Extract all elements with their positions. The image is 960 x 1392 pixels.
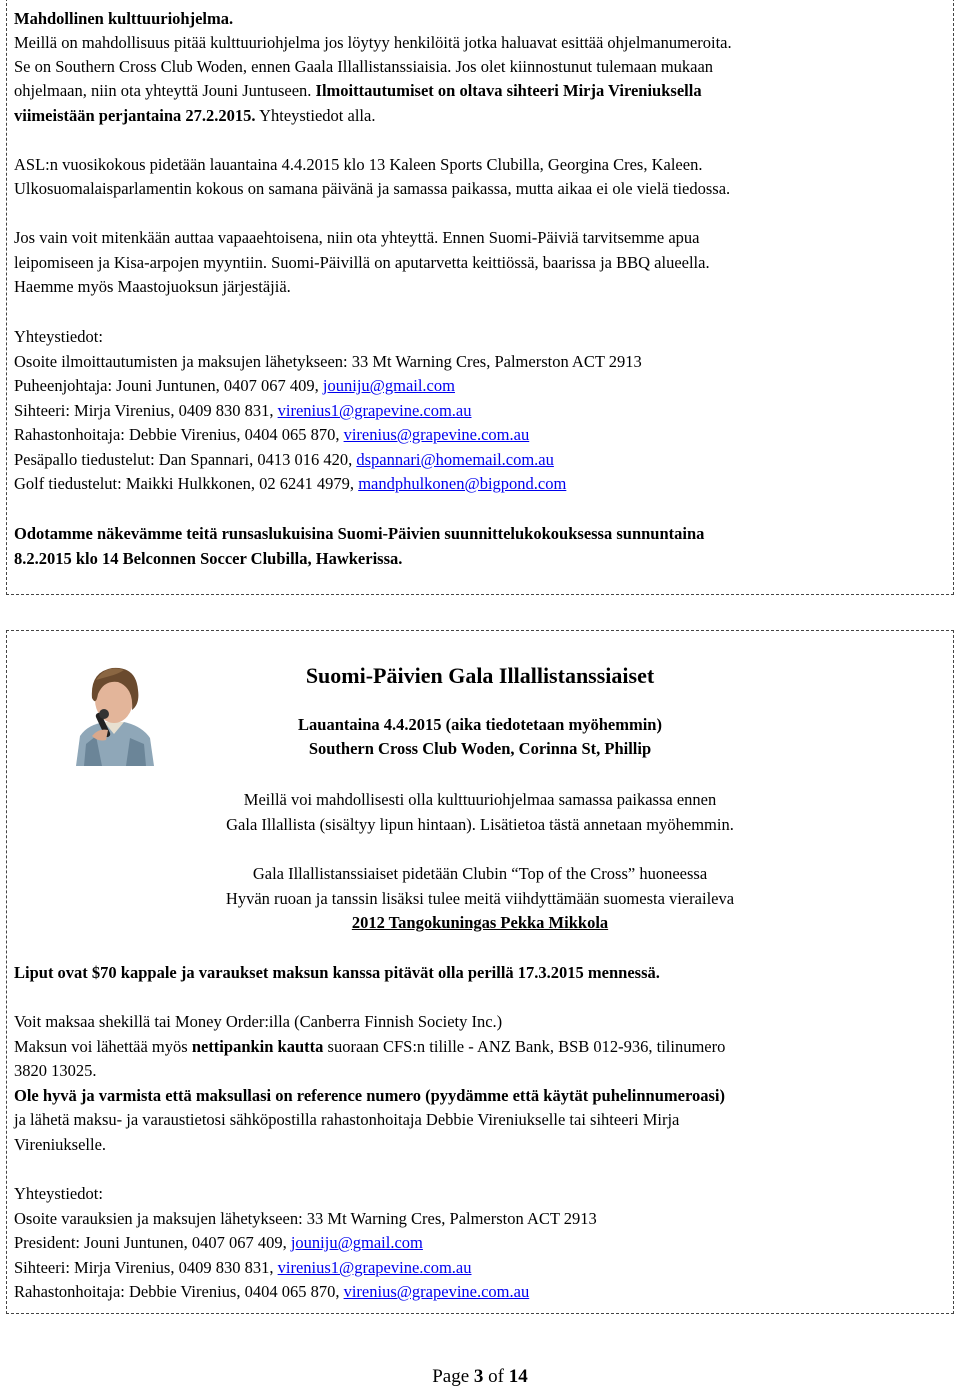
text: ohjelmaan, niin ota yhteyttä Jouni Juntuseen. [14,81,312,100]
contact-text: Puheenjohtaja: Jouni Juntunen, 0407 067 409, [14,376,323,395]
section-heading: Mahdollinen kulttuuriohjelma. [14,9,234,28]
contact-text: Pesäpallo tiedustelut: Dan Spannari, 0413 016 420, [14,450,357,469]
deadline-date: viimeistään perjantaina 27.2.2015. [14,106,256,125]
meeting-invite-line: Odotamme näkevämme teitä runsaslukuisina Suomi-Päivien suunnittelukokouksessa sunnuntaina [14,524,705,543]
paragraph-line [14,80,702,102]
email-link[interactable]: jouniju@gmail.com [290,1233,423,1252]
contacts-title: Yhteystiedot: [14,327,103,346]
contact-president [14,1232,423,1254]
address-line: Osoite varauksien ja maksujen lähetykseen: 33 Mt Warning Cres, Palmerston ACT 2913 [14,1209,597,1228]
contact-text: Sihteeri: Mirja Virenius, 0409 830 831, [14,1258,278,1277]
meeting-invite-line: 8.2.2015 klo 14 Belconnen Soccer Clubilla, Hawkerissa. [14,549,403,568]
contact-text: Rahastonhoitaja: Debbie Virenius, 0404 065 870, [14,1282,344,1301]
performer-name: 2012 Tangokuningas Pekka Mikkola [351,913,609,932]
email-link[interactable]: jouniju@gmail.com [322,376,455,395]
asl-meeting-line: ASL:n vuosikokous pidetään lauantaina 4.4.2015 klo 13 Kaleen Sports Clubilla, Georgina Cres, Kaleen. [14,155,703,174]
page-number: 3 [473,1366,484,1387]
paragraph-line [14,105,375,127]
contact-pesapallo [14,449,554,471]
gala-venue: Southern Cross Club Woden, Corinna St, Phillip [308,739,652,758]
payment-line: Voit maksaa shekillä tai Money Order:illa (Canberra Finnish Society Inc.) [14,1012,503,1031]
contacts-title: Yhteystiedot: [14,1184,103,1203]
reference-line: Vireniukselle. [14,1135,107,1154]
text: Maksun voi lähettää myös [14,1037,192,1056]
contact-text: Golf tiedustelut: Maikki Hulkkonen, 02 6241 4979, [14,474,359,493]
volunteer-line: Haemme myös Maastojuoksun järjestäjiä. [14,277,291,296]
gala-title: Suomi-Päivien Gala Illallistanssiaiset [305,663,655,688]
reference-line: ja lähetä maksu- ja varaustietosi sähköpostilla rahastonhoitaja Debbie Vireniukselle tai sihteeri Mirja [14,1110,680,1129]
paragraph-line: Meillä on mahdollisuus pitää kulttuuriohjelma jos löytyy henkilöitä jotka haluavat esittää ohjelmanumeroita. [14,33,732,52]
email-link[interactable]: virenius@grapevine.com.au [343,1282,530,1301]
contact-text: Sihteeri: Mirja Virenius, 0409 830 831, [14,401,278,420]
entertainment-line: Hyvän ruoan ja tanssin lisäksi tulee meitä viihdyttämään suomesta vieraileva [225,889,735,908]
registration-deadline: Ilmoittautumiset on oltava sihteeri Mirja Vireniuksella [315,81,702,100]
email-link[interactable]: dspannari@homemail.com.au [356,450,554,469]
contact-treasurer [14,1281,529,1303]
program-line: Meillä voi mahdollisesti olla kulttuuriohjelmaa samassa paikassa ennen [243,790,717,809]
contact-chair [14,375,455,397]
text: suoraan CFS:n tilille - ANZ Bank, BSB 012-936, tilinumero [323,1037,726,1056]
email-link[interactable]: virenius1@grapevine.com.au [277,401,472,420]
reference-line: Ole hyvä ja varmista että maksullasi on reference numero (pyydämme että käytät puhelinnumeroasi) [14,1086,725,1105]
program-line: Gala Illallista (sisältyy lipun hintaan). Lisätietoa tästä annetaan myöhemmin. [226,815,734,834]
contact-golf [14,473,566,495]
payment-line: 3820 13025. [14,1061,97,1080]
gala-date: Lauantaina 4.4.2015 (aika tiedotetaan myöhemmin) [298,715,662,734]
contact-secretary [14,400,472,422]
payment-line [14,1036,725,1058]
contact-text: Rahastonhoitaja: Debbie Virenius, 0404 065 870, [14,425,344,444]
contact-secretary [14,1257,472,1279]
text: Yhteystiedot alla. [259,106,376,125]
parliament-line: Ulkosuomalaisparlamentin kokous on samana päivänä ja samassa paikassa, mutta aikaa ei ole vielä tiedossa. [14,179,731,198]
contact-treasurer [14,424,529,446]
page-footer [0,1366,960,1388]
email-link[interactable]: mandphulkonen@bigpond.com [358,474,567,493]
ticket-line: Liput ovat $70 kappale ja varaukset maksun kanssa pitävät olla perillä 17.3.2015 mennessä. [14,963,660,982]
contact-text: President: Jouni Juntunen, 0407 067 409, [14,1233,291,1252]
email-link[interactable]: virenius1@grapevine.com.au [277,1258,472,1277]
volunteer-line: leipomiseen ja Kisa-arpojen myyntiin. Suomi-Päivillä on aputarvetta keittiössä, baarissa ja BBQ alueella. [14,253,710,272]
netbank-emphasis: nettipankin kautta [191,1037,324,1056]
page-word: Page [432,1366,470,1387]
email-link[interactable]: virenius@grapevine.com.au [343,425,530,444]
volunteer-line: Jos vain voit mitenkään auttaa vapaaehtoisena, niin ota yhteyttä. Ennen Suomi-Päiviä tarvitsemme apua [14,228,700,247]
location-line: Gala Illallistanssiaiset pidetään Clubin “Top of the Cross” huoneessa [252,864,708,883]
address-line: Osoite ilmoittautumisten ja maksujen lähetykseen: 33 Mt Warning Cres, Palmerston ACT 2913 [14,352,642,371]
page-total: 14 [508,1366,528,1387]
of-word: of [488,1366,504,1387]
paragraph-line: Se on Southern Cross Club Woden, ennen Gaala Illallistanssiaisia. Jos olet kiinnostunut tulemaan mukaan [14,57,714,76]
